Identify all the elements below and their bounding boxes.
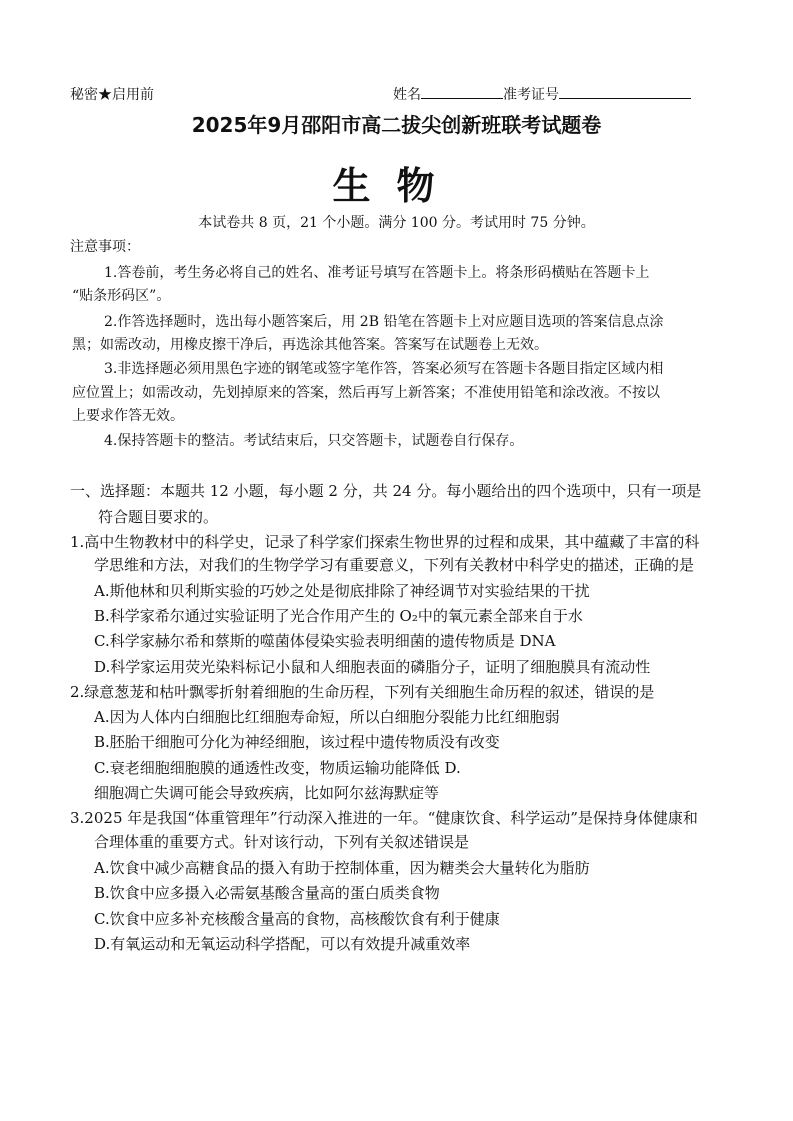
question-1-stem-cont: 学思维和方法，对我们的生物学学习有重要意义，下列有关教材中科学史的描述，正确的是	[94, 556, 695, 574]
question-3-option-c: C.饮食中应多补充核酸含量高的食物，高核酸饮食有利于健康	[94, 910, 500, 928]
question-3-stem: 3.2025 年是我国“体重管理年”行动深入推进的一年。“健康饮食、科学运动”是保持身体健康和	[70, 809, 698, 827]
question-1-option-b: B.科学家希尔通过实验证明了光合作用产生的 O₂中的氧元素全部来自于水	[94, 607, 583, 625]
note-line: 1.答卷前，考生务必将自己的姓名、准考证号填写在答题卡上。将条形码横贴在答题卡上	[104, 265, 650, 281]
question-3-option-d: D.有氧运动和无氧运动科学搭配，可以有效提升减重效率	[94, 935, 471, 953]
note-line: 应位置上；如需改动，先划掉原来的答案，然后再写上新答案；不准使用铅笔和涂改液。不按以	[72, 385, 660, 401]
question-1-option-d: D.科学家运用荧光染料标记小鼠和人细胞表面的磷脂分子，证明了细胞膜具有流动性	[94, 658, 651, 676]
note-line: 2.作答选择题时，选出每小题答案后，用 2B 铅笔在答题卡上对应题目选项的答案信息点涂	[104, 314, 664, 330]
question-2-stem: 2.绿意葱茏和枯叶飘零折射着细胞的生命历程，下列有关细胞生命历程的叙述，错误的是	[70, 683, 655, 701]
question-3-option-b: B.饮食中应多摄入必需氨基酸含量高的蛋白质类食物	[94, 884, 440, 902]
question-2-option-b: B.胚胎干细胞可分化为神经细胞，该过程中遗传物质没有改变	[94, 733, 500, 751]
subject-title: 生物	[332, 164, 461, 208]
question-1-option-c: C.科学家赫尔希和蔡斯的噬菌体侵染实验表明细菌的遗传物质是 DNA	[94, 632, 556, 650]
section-heading-cont: 符合题目要求的。	[98, 508, 219, 526]
name-blank[interactable]	[421, 85, 503, 99]
note-line: 3.非选择题必须用黑色字迹的钢笔或签字笔作答，答案必须写在答题卡各题目指定区域内相	[104, 361, 664, 377]
exam-number-blank[interactable]	[559, 85, 691, 99]
note-line: “贴条形码区”。	[72, 288, 171, 304]
question-2-option-c: C.衰老细胞细胞膜的通透性改变，物质运输功能降低 D.	[94, 759, 461, 777]
question-2-option-a: A.因为人体内白细胞比红细胞寿命短，所以白细胞分裂能力比红细胞弱	[94, 708, 560, 726]
exam-number-label: 准考证号	[503, 87, 559, 103]
note-line: 黑；如需改动，用橡皮擦干净后，再选涂其他答案。答案写在试题卷上无效。	[72, 337, 548, 353]
name-field[interactable]	[393, 84, 691, 104]
name-label: 姓名	[393, 87, 421, 103]
section-heading: 一、选择题：本题共 12 小题，每小题 2 分，共 24 分。每小题给出的四个选项中，只有一项是	[70, 482, 702, 500]
confidential-mark: 秘密★启用前	[70, 87, 154, 103]
question-2-option-d: 细胞凋亡失调可能会导致疾病，比如阿尔兹海默症等	[94, 784, 440, 802]
exam-info: 本试卷共 8 页，21 个小题。满分 100 分。考试用时 75 分钟。	[198, 215, 595, 231]
note-line: 上要求作答无效。	[72, 408, 184, 424]
question-1-stem: 1.高中生物教材中的科学史，记录了科学家们探索生物世界的过程和成果，其中蕴藏了丰富的科	[70, 533, 700, 551]
exam-title: 2025年9月邵阳市高二拔尖创新班联考试题卷	[191, 113, 602, 137]
question-1-option-a: A.斯他林和贝利斯实验的巧妙之处是彻底排除了神经调节对实验结果的干扰	[94, 582, 590, 600]
question-3-option-a: A.饮食中减少高糖食品的摄入有助于控制体重，因为糖类会大量转化为脂肪	[94, 859, 590, 877]
question-3-stem-cont: 合理体重的重要方式。针对该行动，下列有关叙述错误是	[94, 833, 470, 851]
note-line: 4.保持答题卡的整洁。考试结束后，只交答题卡，试题卷自行保存。	[104, 433, 524, 449]
notes-heading: 注意事项：	[70, 239, 140, 255]
